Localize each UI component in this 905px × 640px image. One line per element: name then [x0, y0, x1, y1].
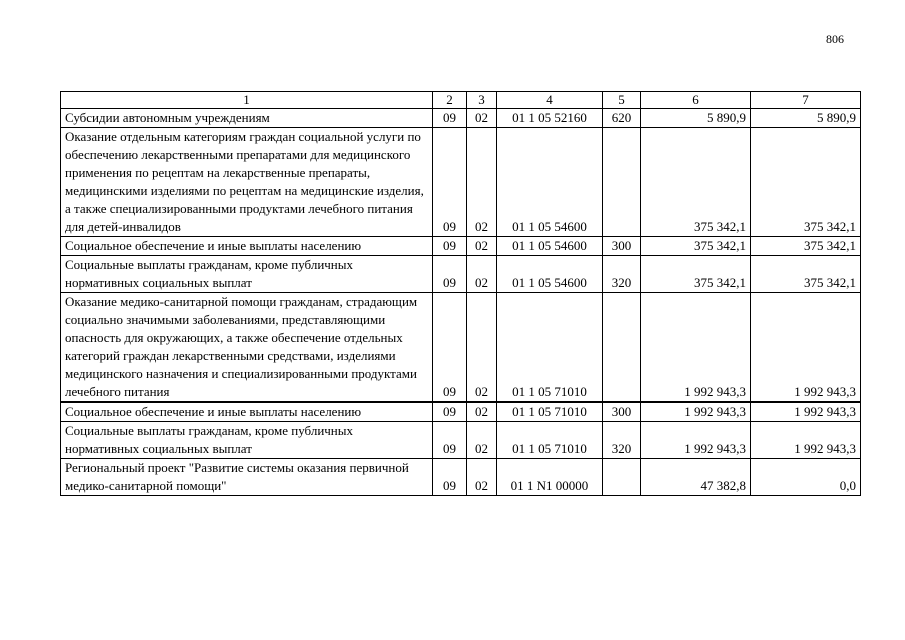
row-amount-2: 1 992 943,3	[751, 402, 861, 422]
row-section: 09	[433, 459, 467, 496]
page-number: 806	[826, 32, 844, 46]
row-name: Субсидии автономным учреждениям	[61, 109, 433, 128]
row-subsection: 02	[467, 237, 497, 256]
row-code: 01 1 05 54600	[497, 128, 603, 237]
header-row	[61, 92, 861, 109]
row-subsection: 02	[467, 422, 497, 459]
row-amount-1: 375 342,1	[641, 128, 751, 237]
header-cell: 3	[467, 92, 497, 109]
row-code: 01 1 05 71010	[497, 422, 603, 459]
row-amount-2: 1 992 943,3	[751, 422, 861, 459]
row-section: 09	[433, 293, 467, 403]
header-cell: 5	[603, 92, 641, 109]
table-row	[61, 109, 861, 128]
row-section: 09	[433, 128, 467, 237]
row-amount-2: 5 890,9	[751, 109, 861, 128]
table-row	[61, 459, 861, 496]
row-code: 01 1 05 54600	[497, 237, 603, 256]
row-section: 09	[433, 256, 467, 293]
row-code: 01 1 05 71010	[497, 293, 603, 403]
row-section: 09	[433, 237, 467, 256]
budget-table	[60, 91, 861, 496]
row-amount-1: 1 992 943,3	[641, 402, 751, 422]
header-cell: 1	[61, 92, 433, 109]
table-row	[61, 293, 861, 403]
row-type: 320	[603, 256, 641, 293]
row-type: 300	[603, 237, 641, 256]
table-row	[61, 237, 861, 256]
row-type: 620	[603, 109, 641, 128]
row-name: Социальное обеспечение и иные выплаты населению	[61, 237, 433, 256]
row-amount-2: 375 342,1	[751, 256, 861, 293]
row-code: 01 1 05 54600	[497, 256, 603, 293]
table-row	[61, 256, 861, 293]
header-cell: 7	[751, 92, 861, 109]
row-amount-1: 47 382,8	[641, 459, 751, 496]
row-code: 01 1 05 52160	[497, 109, 603, 128]
row-section: 09	[433, 422, 467, 459]
table-row	[61, 128, 861, 237]
row-code: 01 1 N1 00000	[497, 459, 603, 496]
row-amount-2: 375 342,1	[751, 237, 861, 256]
row-amount-1: 1 992 943,3	[641, 293, 751, 403]
row-subsection: 02	[467, 128, 497, 237]
row-name: Социальные выплаты гражданам, кроме публичных нормативных социальных выплат	[61, 422, 433, 459]
row-section: 09	[433, 109, 467, 128]
row-subsection: 02	[467, 293, 497, 403]
row-amount-1: 5 890,9	[641, 109, 751, 128]
row-amount-1: 375 342,1	[641, 256, 751, 293]
header-cell: 2	[433, 92, 467, 109]
row-type: 300	[603, 402, 641, 422]
row-subsection: 02	[467, 256, 497, 293]
table-row	[61, 422, 861, 459]
row-type	[603, 293, 641, 403]
row-type	[603, 459, 641, 496]
row-section: 09	[433, 402, 467, 422]
row-name: Социальное обеспечение и иные выплаты населению	[61, 402, 433, 422]
row-amount-1: 1 992 943,3	[641, 422, 751, 459]
row-type	[603, 128, 641, 237]
row-name: Оказание медико-санитарной помощи гражданам, страдающим социально значимыми заболеваниями, представляющими опасность для окружающих, а также обеспечение отдельных категорий граждан лекарственными средствами, изделиями медицинского назначения и специализированными продуктами лечебного питания	[61, 293, 433, 403]
row-name: Региональный проект "Развитие системы оказания первичной медико-санитарной помощи"	[61, 459, 433, 496]
row-name: Оказание отдельным категориям граждан социальной услуги по обеспечению лекарственными препаратами для медицинского применения по рецептам на лекарственные препараты, медицинскими изделиями по рецептам на медицинские изделия, а также специализированными продуктами лечебного питания для детей-инвалидов	[61, 128, 433, 237]
row-subsection: 02	[467, 402, 497, 422]
header-cell: 4	[497, 92, 603, 109]
row-subsection: 02	[467, 109, 497, 128]
table-row	[61, 402, 861, 422]
row-amount-2: 0,0	[751, 459, 861, 496]
row-type: 320	[603, 422, 641, 459]
row-code: 01 1 05 71010	[497, 402, 603, 422]
row-subsection: 02	[467, 459, 497, 496]
row-amount-1: 375 342,1	[641, 237, 751, 256]
row-name: Социальные выплаты гражданам, кроме публичных нормативных социальных выплат	[61, 256, 433, 293]
header-cell: 6	[641, 92, 751, 109]
row-amount-2: 375 342,1	[751, 128, 861, 237]
row-amount-2: 1 992 943,3	[751, 293, 861, 403]
